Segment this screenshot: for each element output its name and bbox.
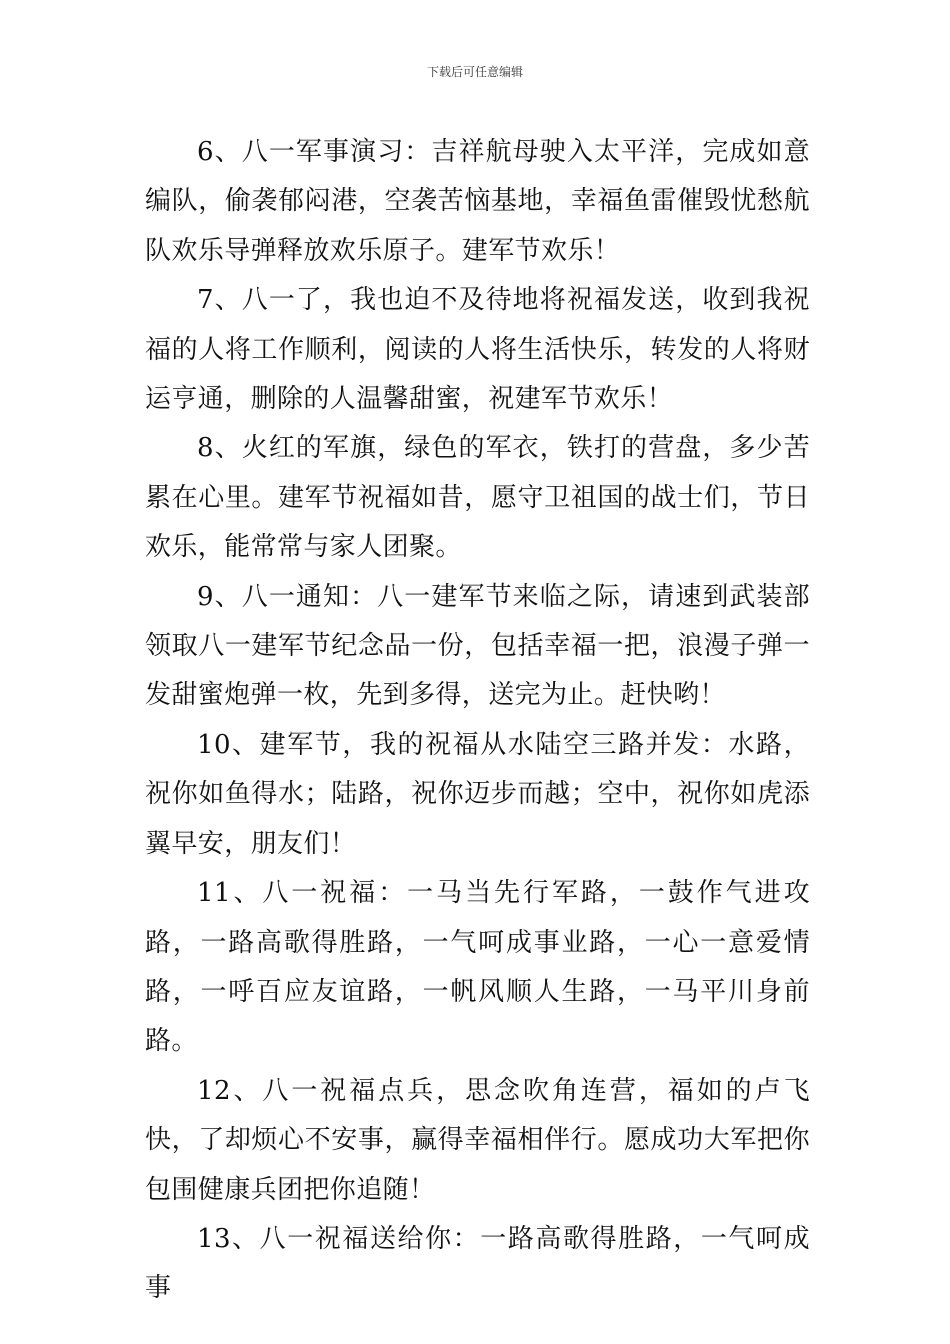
paragraph-13: 13、八一祝福送给你：一路高歌得胜路，一气呵成事 — [145, 1223, 810, 1304]
paragraph-9: 9、八一通知：八一建军节来临之际，请速到武装部领取八一建军节纪念品一份，包括幸福一把，浪漫子弹一发甜蜜炮弹一枚，先到多得，送完为止。赶快哟！ — [145, 581, 810, 711]
page-header-note: 下载后可任意编辑 — [426, 65, 523, 79]
paragraph-10: 10、建军节，我的祝福从水陆空三路并发：水路，祝你如鱼得水；陆路，祝你迈步而越；空中，祝你如虎添翼早安，朋友们！ — [145, 729, 810, 859]
paragraph-12: 12、八一祝福点兵，思念吹角连营，福如的卢飞快，了却烦心不安事，赢得幸福相伴行。愿成功大军把你包围健康兵团把你追随！ — [145, 1075, 810, 1205]
paragraph-8: 8、火红的军旗，绿色的军衣，铁打的营盘，多少苦累在心里。建军节祝福如昔，愿守卫祖国的战士们，节日欢乐，能常常与家人团聚。 — [145, 433, 810, 563]
paragraph-6: 6、八一军事演习：吉祥航母驶入太平洋，完成如意编队，偷袭郁闷港，空袭苦恼基地，幸福鱼雷催毁忧愁航队欢乐导弹释放欢乐原子。建军节欢乐！ — [145, 137, 810, 266]
document-body — [145, 128, 810, 1314]
paragraph-11: 11、八一祝福：一马当先行军路，一鼓作气进攻路，一路高歌得胜路，一气呵成事业路，一心一意爱情路，一呼百应友谊路，一帆风顺人生路，一马平川身前路。 — [145, 878, 810, 1057]
paragraph-7: 7、八一了，我也迫不及待地将祝福发送，收到我祝福的人将工作顺利，阅读的人将生活快乐，转发的人将财运亨通，删除的人温馨甜蜜，祝建军节欢乐！ — [145, 285, 810, 415]
